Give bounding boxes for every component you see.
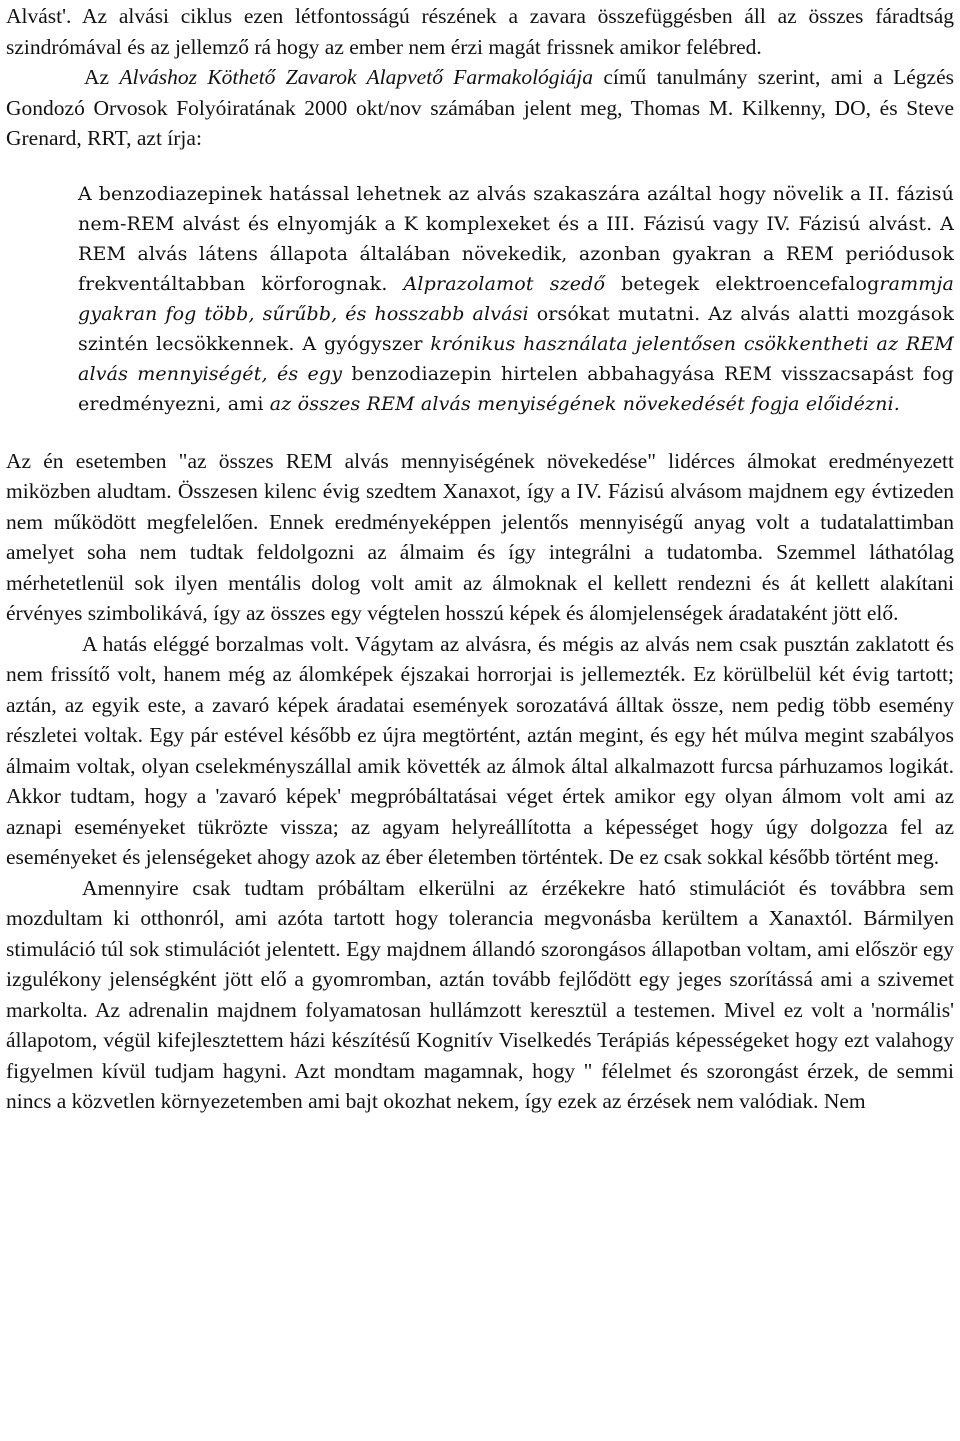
quote-part-d: rammja gyakran fog több, sűrűbb, és hosszabb alvási: [78, 272, 954, 325]
quote-part-c: betegek elektroencefalog: [605, 272, 880, 295]
paragraph-2: [6, 62, 954, 154]
paragraph-3: Az én esetemben "az összes REM alvás mennyiségének növekedése" lidérces álmokat eredményezett miközben aludtam. Összesen kilenc évig szedtem Xanaxot, így a IV. Fázisú alvásom majdnem egy évtizeden nem működött megfelelően. Ennek eredményeképpen jelentős mennyiségű anyag volt a tudatalattimban amelyet soha nem tudtak feldolgozni az álmaim és így integrálni a tudatomba. Szemmel láthatólag mérhetetlenül sok ilyen mentális dolog volt amit az álmoknak el kellett rendezni és át kellett alakítani érvényes szimbolikává, így az összes egy végtelen hosszú képek és álomjelenségek áradataként jött elő.: [6, 448, 954, 625]
paragraph-2-lead: Az: [84, 65, 120, 89]
paragraph-4: A hatás eléggé borzalmas volt. Vágytam az alvásra, és mégis az alvás nem csak pusztán zaklatott és nem frissítő volt, hanem még az álomképek éjszakai horrorjai is jellemezték. Ez körülbelül két évig tartott; aztán, az egyik este, a zavaró képek áradatai események sorozatává álltak össze, nem pedig több esemény részletei voltak. Egy pár estével később ez újra megtörtént, aztán megint, és egy hét múlva megint szabályos álmaim voltak, olyan cselekményszállal amik követték az álmok által alkalmazott furcsa párhuzamos logikát. Akkor tudtam, hogy a 'zavaró képek' megpróbáltatásai véget értek amikor egy olyan álmom volt ami az aznapi eseményeket tükrözte vissza; az agyam helyreállította a képességet hogy úgy dolgozza fel az eseményeket és jelenségeket ahogy azok az éber életemben történtek. De ez csak sokkal később történt meg.: [6, 631, 954, 869]
quote-part-e: orsókat mutatni. Az alvás alatti mozgások szintén lecsökkennek. A gyógyszer: [78, 302, 954, 355]
block-quote: [78, 179, 954, 419]
paragraph-2-body: című tanulmány szerint, ami a Légzés Gondozó Orvosok Folyóiratának 2000 okt/nov számában jelent meg, Thomas M. Kilkenny, DO, és Steve Grenard, RRT, azt írja:: [6, 65, 954, 150]
document-page: [0, 1, 960, 1441]
study-title: Alváshoz Köthető Zavarok Alapvető Farmakológiája: [119, 65, 593, 89]
paragraph-5: Amennyire csak tudtam próbáltam elkerülni az érzékekre ható stimulációt és továbbra sem mozdultam ki otthonról, ami azóta tartott hogy tolerancia megvonásba kerültem a Xanaxtól. Bármilyen stimuláció túl sok stimulációt jelentett. Egy majdnem állandó szorongásos állapotban voltam, ami először egy izgulékony jelenségként jött elő a gyomromban, aztán tovább fejlődött egy jeges szorítássá ami a szivemet markolta. Az adrenalin majdnem folyamatosan hullámzott keresztül a testemen. Mivel ez volt a 'normális' állapotom, végül kifejlesztettem házi készítésű Kognitív Viselkedés Terápiás képességeket hogy ezt valahogy figyelmen kívül tudjam hagyni. Azt mondtam magamnak, hogy " félelmet és szorongást érzek, de semmi nincs a közvetlen környezetemben ami bajt okozhat nekem, így ezek az érzések nem valódiak. Nem: [6, 875, 954, 1113]
quote-part-g: benzodiazepin hirtelen abbahagyása REM visszacsapást fog eredményezni, ami: [78, 362, 954, 415]
quote-part-h: az összes REM alvás menyiségének növekedését fogja előidézni.: [269, 392, 900, 415]
quote-part-b: Alprazolamot szedő: [403, 272, 606, 295]
quote-part-f: krónikus használata jelentősen csökkentheti az REM alvás mennyiségét, és egy: [78, 332, 955, 385]
paragraph-1: Alvást'. Az alvási ciklus ezen létfontosságú részének a zavara összefüggésben áll az összes fáradtság szindrómával és az jellemző rá hogy az ember nem érzi magát frissnek amikor felébred.: [6, 4, 954, 59]
quote-part-a: A benzodiazepinek hatással lehetnek az alvás szakaszára azáltal hogy növelik a II. fázisú nem-REM alvást és elnyomják a K komplexeket és a III. Fázisú vagy IV. Fázisú alvást. A REM alvás látens állapota általában növekedik, azonban gyakran a REM periódusok frekventáltabban körforognak.: [78, 182, 954, 295]
